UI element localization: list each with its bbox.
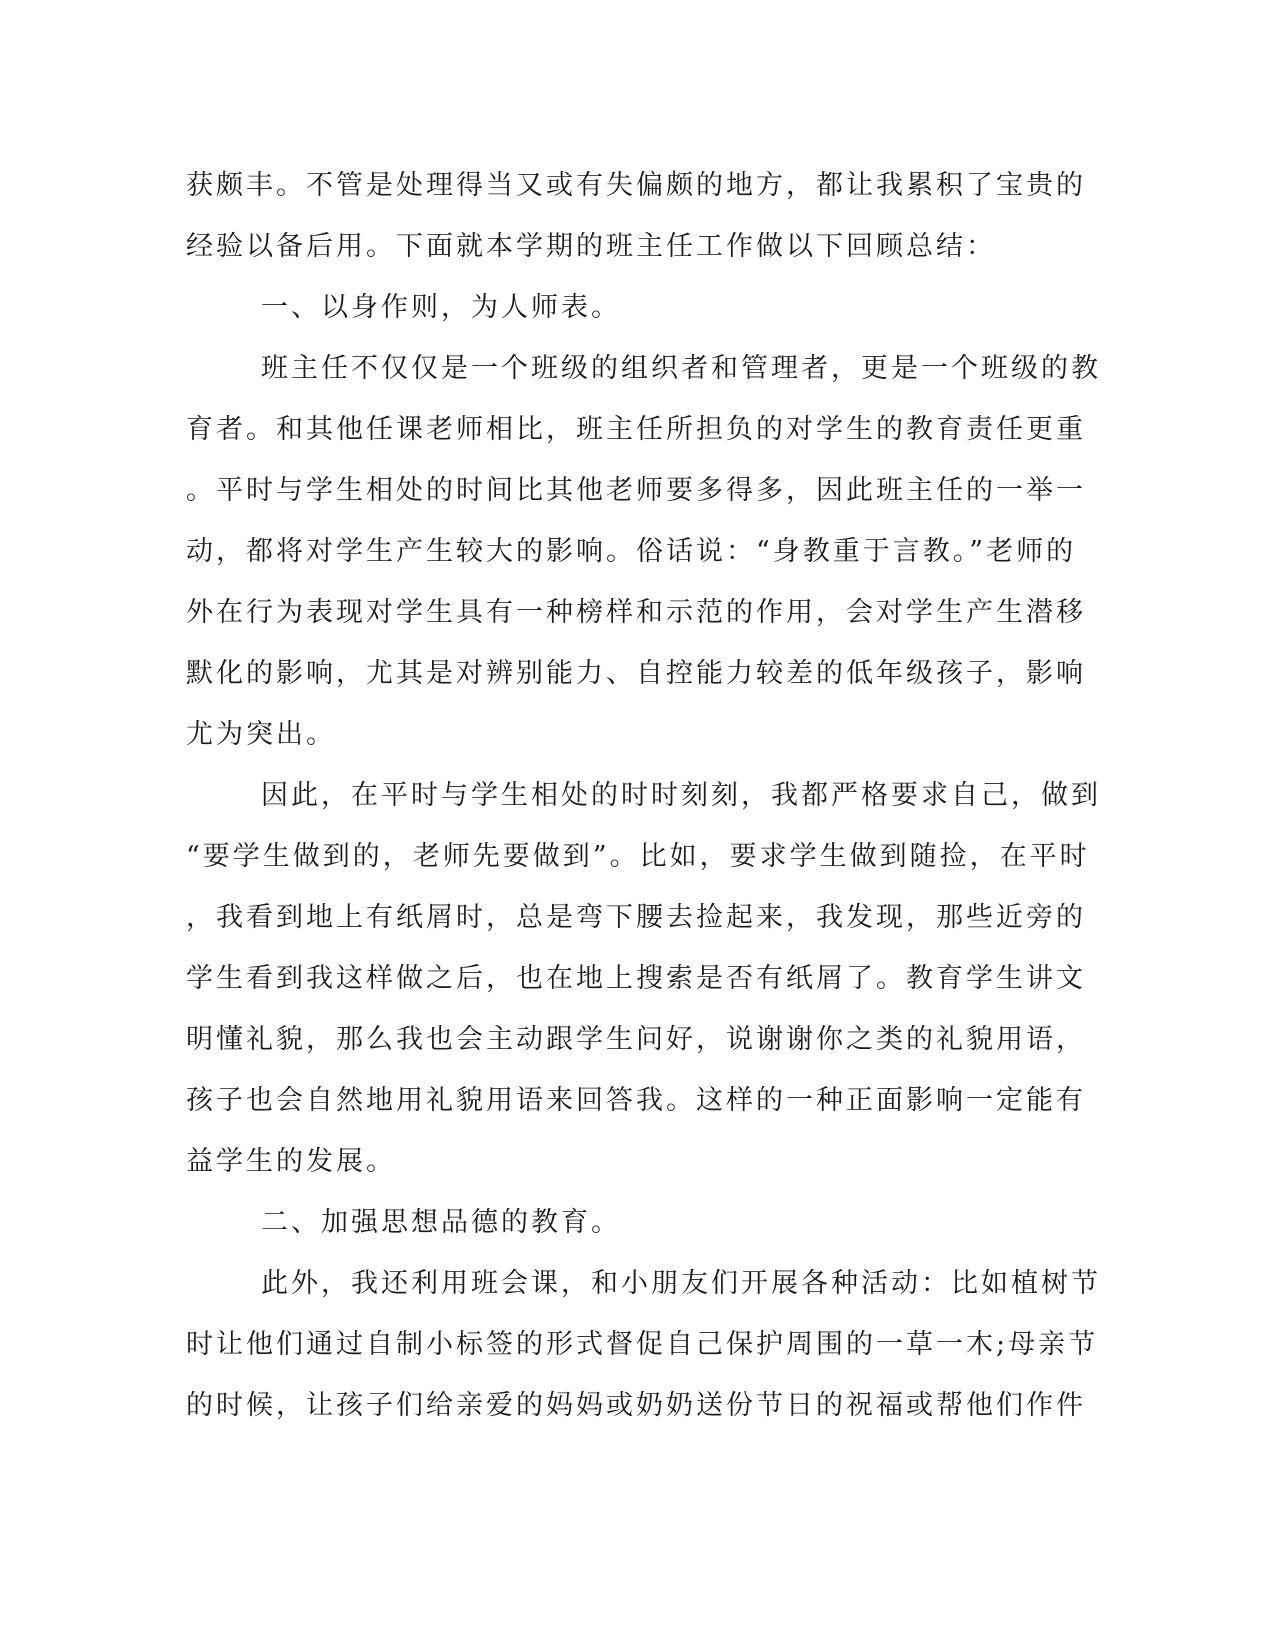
paragraph-line: 经验以备后用。下面就本学期的班主任工作做以下回顾总结： (186, 231, 996, 262)
paragraph-line: 明懂礼貌，那么我也会主动跟学生问好，说谢谢你之类的礼貌用语， (186, 1024, 1086, 1055)
section-heading: 一、以身作则，为人师表。 (261, 292, 621, 323)
paragraph-line: 班主任不仅仅是一个班级的组织者和管理者，更是一个班级的教 (261, 353, 1101, 384)
paragraph-line: 因此，在平时与学生相处的时时刻刻，我都严格要求自己，做到 (261, 780, 1101, 811)
paragraph-line: “要学生做到的，老师先要做到”。比如，要求学生做到随捡，在平时 (186, 841, 1090, 872)
paragraph-line: 外在行为表现对学生具有一种榜样和示范的作用，会对学生产生潜移 (186, 597, 1086, 628)
paragraph-line: 益学生的发展。 (186, 1146, 396, 1177)
paragraph-line: 动，都将对学生产生较大的影响。俗话说：“身教重于言教。”老师的 (186, 536, 1077, 567)
paragraph-line: 时让他们通过自制小标签的形式督促自己保护周围的一草一木;母亲节 (186, 1329, 1099, 1360)
paragraph-line: 此外，我还利用班会课，和小朋友们开展各种活动：比如植树节 (261, 1268, 1101, 1299)
paragraph-line: 育者。和其他任课老师相比，班主任所担负的对学生的教育责任更重 (186, 414, 1086, 445)
paragraph-line: 的时候，让孩子们给亲爱的妈妈或奶奶送份节日的祝福或帮他们作件 (186, 1390, 1086, 1421)
paragraph-line: 获颇丰。不管是处理得当又或有失偏颇的地方，都让我累积了宝贵的 (186, 170, 1086, 201)
paragraph-line: 孩子也会自然地用礼貌用语来回答我。这样的一种正面影响一定能有 (186, 1085, 1086, 1116)
paragraph-line: ，我看到地上有纸屑时，总是弯下腰去捡起来，我发现，那些近旁的 (186, 902, 1086, 933)
paragraph-line: 尤为突出。 (186, 719, 336, 750)
section-heading: 二、加强思想品德的教育。 (261, 1207, 621, 1238)
paragraph-line: 。平时与学生相处的时间比其他老师要多得多，因此班主任的一举一 (186, 475, 1086, 506)
paragraph-line: 学生看到我这样做之后，也在地上搜索是否有纸屑了。教育学生讲文 (186, 963, 1086, 994)
paragraph-line: 默化的影响，尤其是对辨别能力、自控能力较差的低年级孩子，影响 (186, 658, 1086, 689)
